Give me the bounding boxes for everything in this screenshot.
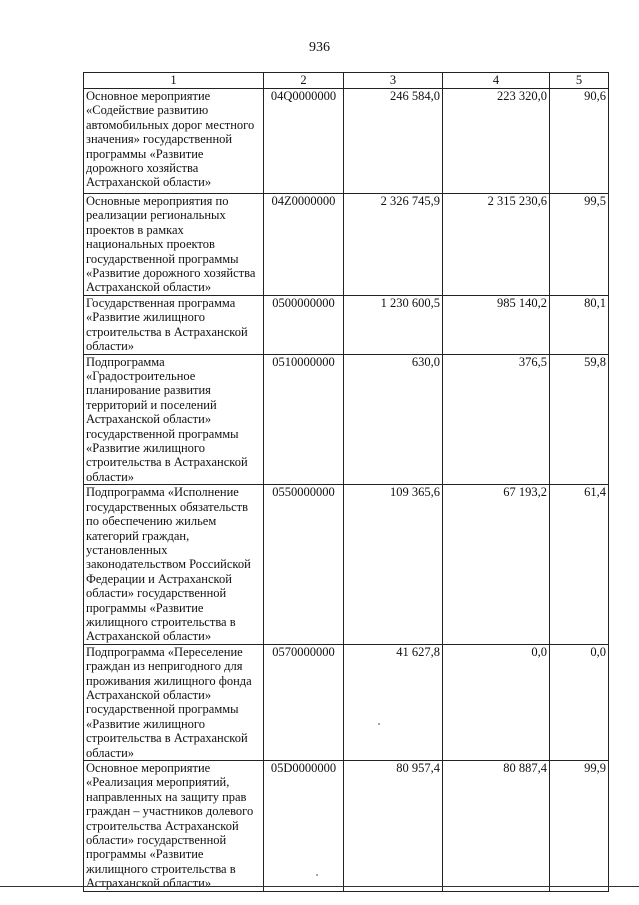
- row-code: 04Z0000000: [264, 194, 344, 296]
- row-executed: 0,0: [443, 644, 550, 760]
- table-row: [84, 296, 609, 355]
- row-percent: 99,5: [550, 194, 609, 296]
- row-executed: 985 140,2: [443, 296, 550, 355]
- col-header-code: 2: [264, 73, 344, 89]
- page-number: 936: [309, 40, 330, 55]
- row-percent: 80,1: [550, 296, 609, 355]
- row-percent: 90,6: [550, 89, 609, 194]
- col-header-planned: 3: [344, 73, 443, 89]
- row-name: Подпрограмма «Переселение граждан из непригодного для проживания жилищного фонда Астраханской области» государственной программы «Развитие жилищного строительства в Астраханской области»: [84, 644, 264, 760]
- row-executed: 67 193,2: [443, 485, 550, 644]
- row-name: Государственная программа «Развитие жилищного строительства в Астраханской области»: [84, 296, 264, 355]
- row-name: Подпрограмма «Исполнение государственных обязательств по обеспечению жильем категорий граждан, установленных законодательством Российской Федерации и Астраханской области» государственной программы «Развитие жилищного строительства в Астраханской области»: [84, 485, 264, 644]
- row-code: 0510000000: [264, 354, 344, 485]
- row-planned: 630,0: [344, 354, 443, 485]
- row-percent: 61,4: [550, 485, 609, 644]
- row-code: 0500000000: [264, 296, 344, 355]
- budget-table: [83, 72, 609, 892]
- scan-speck: [316, 874, 318, 876]
- row-name: Основное мероприятие «Содействие развитию автомобильных дорог местного значения» государственной программы «Развитие дорожного хозяйства Астраханской области»: [84, 89, 264, 194]
- row-executed: 376,5: [443, 354, 550, 485]
- table-row: [84, 89, 609, 194]
- col-header-name: 1: [84, 73, 264, 89]
- bottom-rule: [0, 886, 639, 887]
- row-percent: 99,9: [550, 761, 609, 892]
- row-code: 05D0000000: [264, 761, 344, 892]
- scan-speck: [378, 723, 380, 725]
- table-row: [84, 761, 609, 892]
- table-row: [84, 644, 609, 760]
- row-name: Подпрограмма «Градостроительное планирование развития территорий и поселений Астраханской области» государственной программы «Развитие жилищного строительства в Астраханской области»: [84, 354, 264, 485]
- header-row: [84, 73, 609, 89]
- row-executed: 80 887,4: [443, 761, 550, 892]
- table-row: [84, 354, 609, 485]
- col-header-percent: 5: [550, 73, 609, 89]
- row-planned: 80 957,4: [344, 761, 443, 892]
- col-header-executed: 4: [443, 73, 550, 89]
- row-planned: 1 230 600,5: [344, 296, 443, 355]
- row-percent: 0,0: [550, 644, 609, 760]
- row-planned: 41 627,8: [344, 644, 443, 760]
- row-executed: 223 320,0: [443, 89, 550, 194]
- row-name: Основные мероприятия по реализации региональных проектов в рамках национальных проектов государственной программы «Развитие дорожного хозяйства Астраханской области»: [84, 194, 264, 296]
- row-code: 0570000000: [264, 644, 344, 760]
- row-planned: 246 584,0: [344, 89, 443, 194]
- row-planned: 109 365,6: [344, 485, 443, 644]
- row-code: 0550000000: [264, 485, 344, 644]
- row-name: Основное мероприятие «Реализация мероприятий, направленных на защиту прав граждан – участников долевого строительства Астраханской области» государственной программы «Развитие жилищного строительства в Астраханской области»: [84, 761, 264, 892]
- table-row: [84, 194, 609, 296]
- row-executed: 2 315 230,6: [443, 194, 550, 296]
- table-row: [84, 485, 609, 644]
- row-code: 04Q0000000: [264, 89, 344, 194]
- row-planned: 2 326 745,9: [344, 194, 443, 296]
- row-percent: 59,8: [550, 354, 609, 485]
